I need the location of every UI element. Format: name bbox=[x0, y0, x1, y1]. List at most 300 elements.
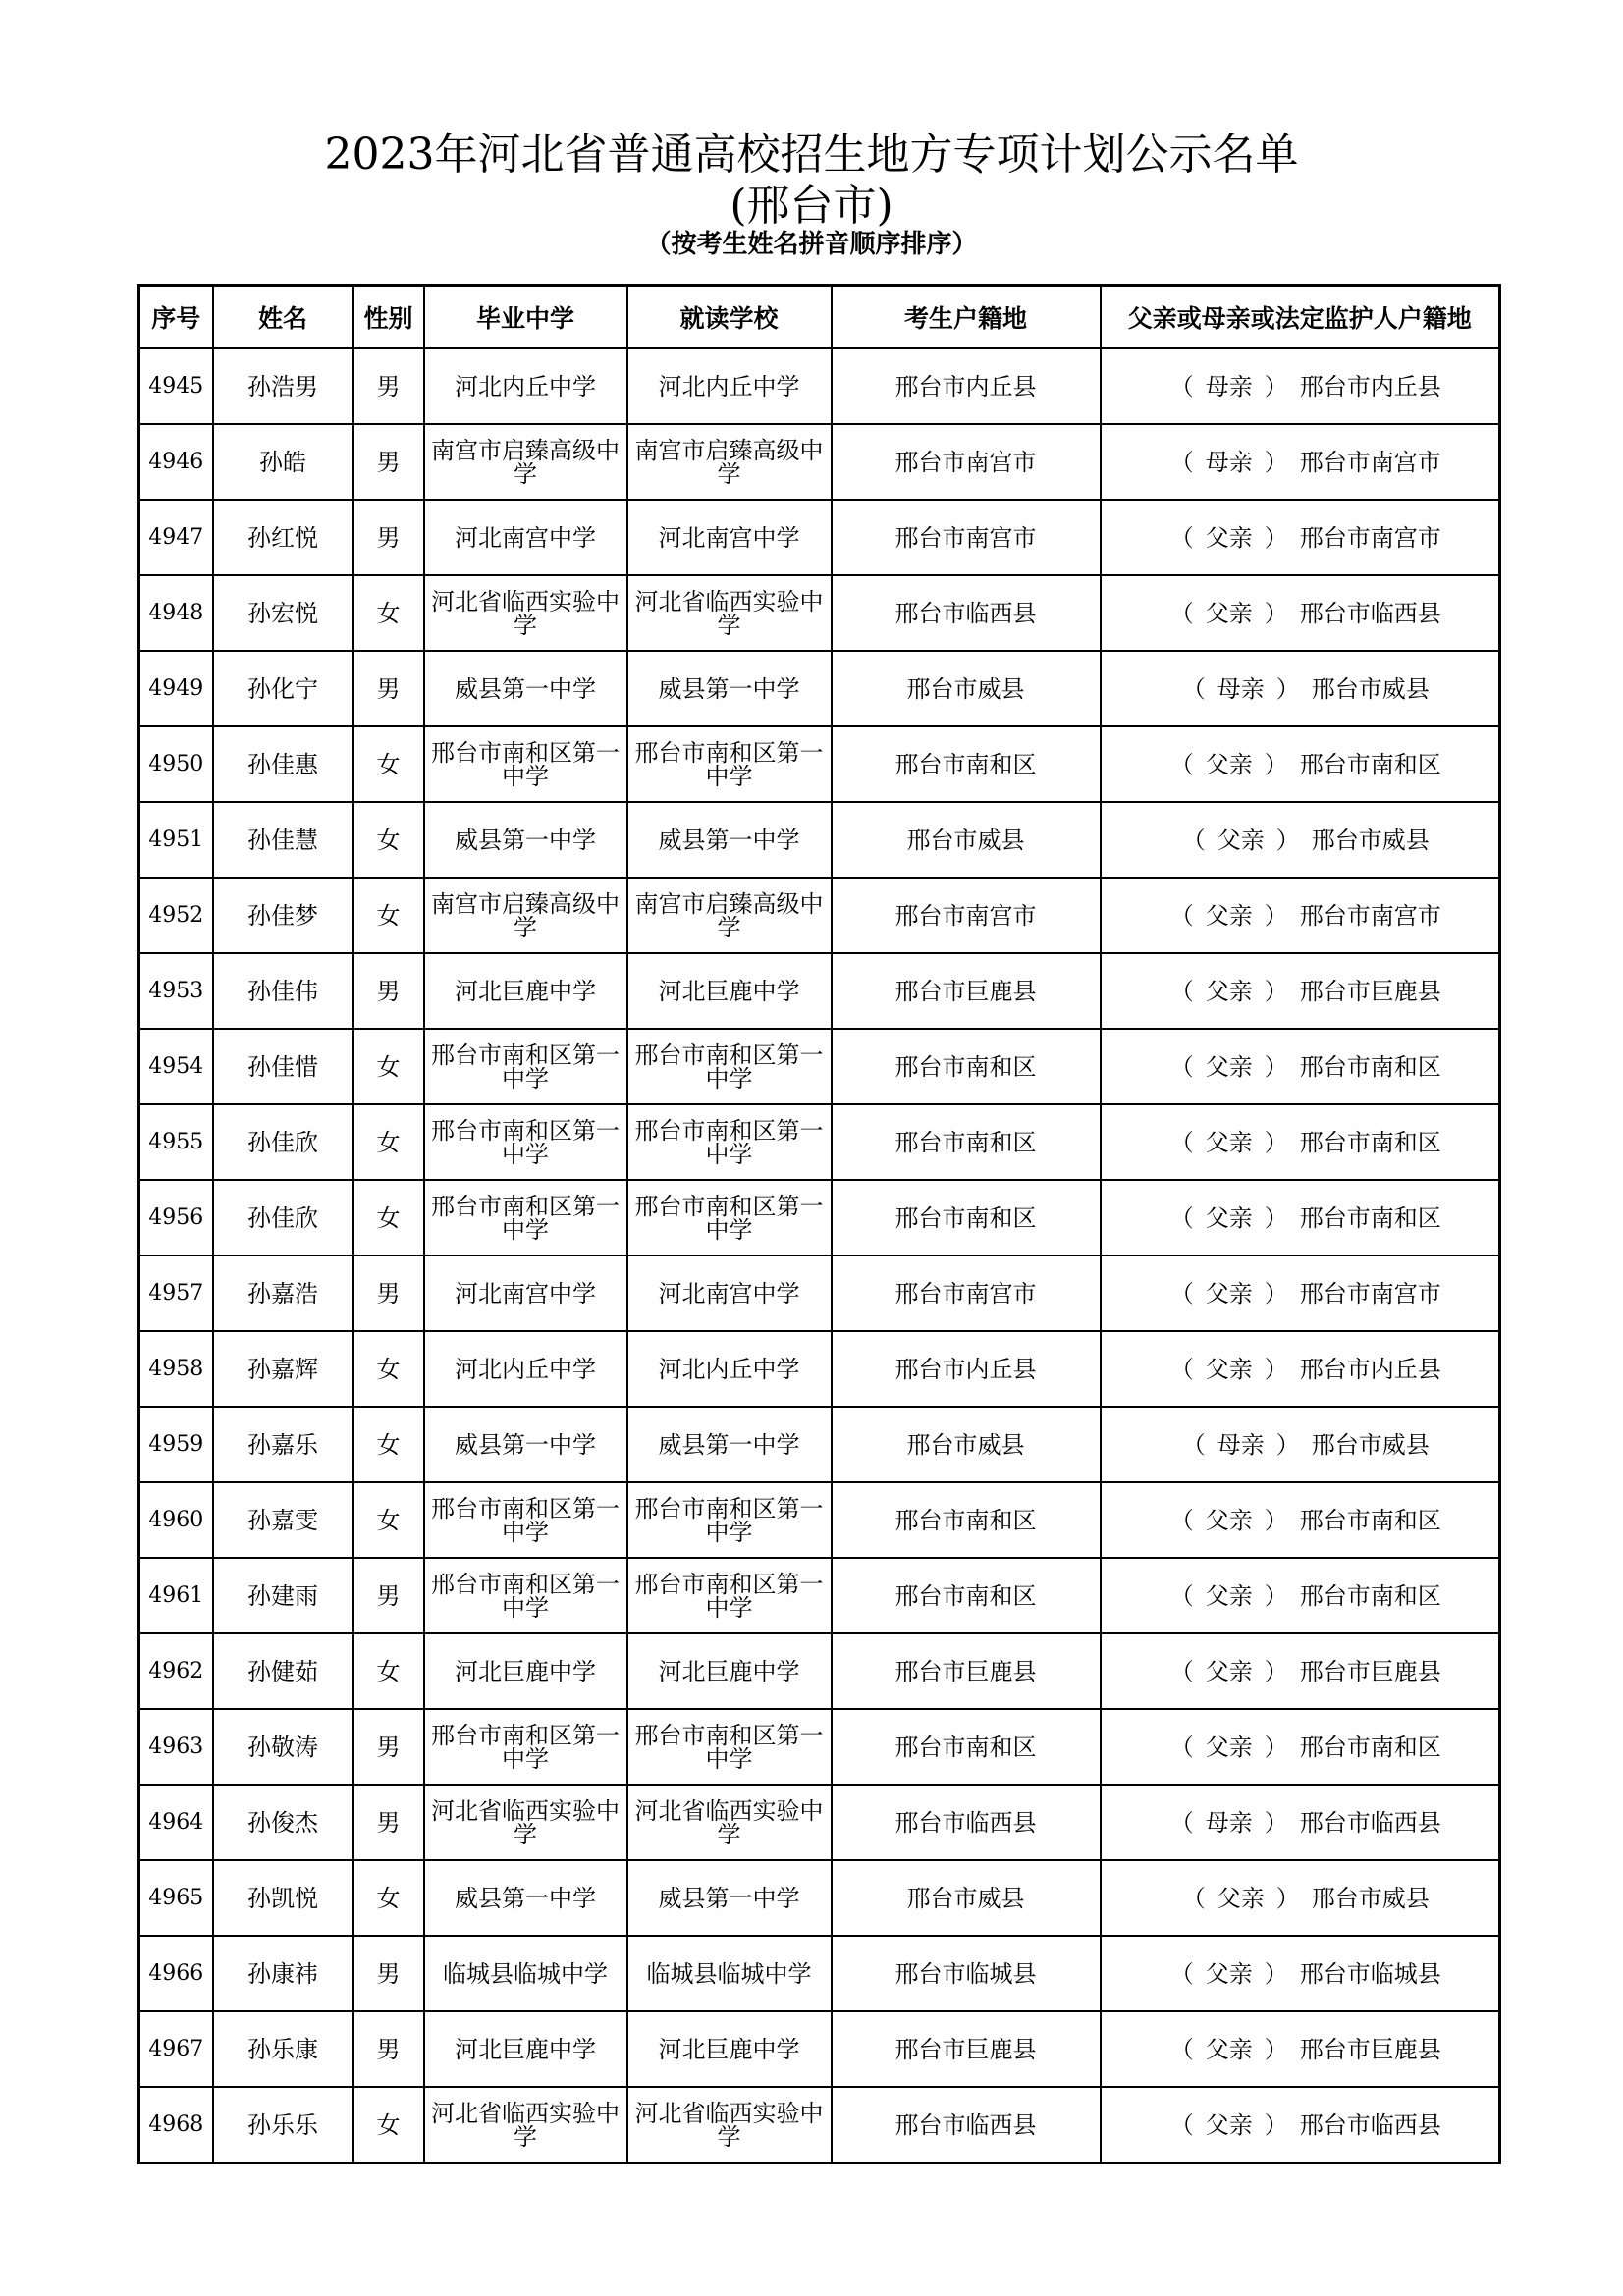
cell-gender: 女 bbox=[353, 1633, 424, 1709]
cell-guardian-hukou bbox=[1101, 1860, 1500, 1936]
table-row bbox=[139, 1104, 1500, 1180]
open-paren: （ bbox=[1169, 448, 1194, 476]
cell-name: 孙佳欣 bbox=[213, 1180, 353, 1255]
cell-grad-school: 河北省临西实验中学 bbox=[424, 2087, 627, 2163]
cell-hukou: 邢台市南和区 bbox=[832, 1029, 1101, 1104]
table-row bbox=[139, 1331, 1500, 1407]
open-paren: （ bbox=[1169, 977, 1194, 1005]
cell-current-school: 邢台市南和区第一中学 bbox=[627, 726, 832, 802]
cell-guardian-hukou bbox=[1101, 500, 1500, 575]
cell-name: 孙佳欣 bbox=[213, 1104, 353, 1180]
roster-body bbox=[139, 348, 1500, 2163]
cell-no: 4968 bbox=[139, 2087, 213, 2163]
cell-guardian-hukou bbox=[1101, 1180, 1500, 1255]
cell-current-school: 南宫市启臻高级中学 bbox=[627, 878, 832, 953]
guardian-relation: 父亲 bbox=[1205, 599, 1253, 627]
cell-current-school: 临城县临城中学 bbox=[627, 1936, 832, 2011]
cell-grad-school: 河北南宫中学 bbox=[424, 500, 627, 575]
cell-hukou: 邢台市内丘县 bbox=[832, 1331, 1101, 1407]
cell-grad-school: 邢台市南和区第一中学 bbox=[424, 1104, 627, 1180]
cell-gender: 男 bbox=[353, 651, 424, 726]
close-paren: ） bbox=[1264, 523, 1288, 552]
close-paren: ） bbox=[1264, 1733, 1288, 1761]
guardian-hukou-place: 邢台市南和区 bbox=[1299, 1733, 1441, 1761]
cell-name: 孙建雨 bbox=[213, 1558, 353, 1633]
cell-name: 孙健茹 bbox=[213, 1633, 353, 1709]
table-row bbox=[139, 1633, 1500, 1709]
close-paren: ） bbox=[1275, 826, 1300, 854]
cell-no: 4957 bbox=[139, 1255, 213, 1331]
cell-gender: 女 bbox=[353, 1331, 424, 1407]
cell-no: 4958 bbox=[139, 1331, 213, 1407]
guardian-relation: 母亲 bbox=[1205, 1808, 1253, 1837]
open-paren: （ bbox=[1169, 523, 1194, 552]
cell-hukou: 邢台市临西县 bbox=[832, 1785, 1101, 1860]
guardian-relation: 父亲 bbox=[1217, 1884, 1265, 1912]
cell-no: 4960 bbox=[139, 1482, 213, 1558]
cell-grad-school: 河北内丘中学 bbox=[424, 348, 627, 424]
cell-gender: 男 bbox=[353, 1785, 424, 1860]
table-row bbox=[139, 1255, 1500, 1331]
cell-gender: 女 bbox=[353, 575, 424, 651]
guardian-relation: 父亲 bbox=[1205, 523, 1253, 552]
cell-guardian-hukou bbox=[1101, 1407, 1500, 1482]
cell-current-school: 河北巨鹿中学 bbox=[627, 2011, 832, 2087]
cell-grad-school: 河北内丘中学 bbox=[424, 1331, 627, 1407]
guardian-relation: 父亲 bbox=[1205, 1355, 1253, 1383]
close-paren: ） bbox=[1264, 372, 1288, 400]
close-paren: ） bbox=[1275, 674, 1300, 703]
guardian-relation: 父亲 bbox=[1205, 1506, 1253, 1534]
cell-grad-school: 河北南宫中学 bbox=[424, 1255, 627, 1331]
cell-name: 孙嘉辉 bbox=[213, 1331, 353, 1407]
cell-hukou: 邢台市南和区 bbox=[832, 1104, 1101, 1180]
cell-hukou: 邢台市南和区 bbox=[832, 1709, 1101, 1785]
cell-current-school: 威县第一中学 bbox=[627, 802, 832, 878]
cell-current-school: 邢台市南和区第一中学 bbox=[627, 1482, 832, 1558]
cell-gender: 女 bbox=[353, 1104, 424, 1180]
table-row bbox=[139, 2087, 1500, 2163]
cell-gender: 女 bbox=[353, 878, 424, 953]
cell-name: 孙宏悦 bbox=[213, 575, 353, 651]
table-row bbox=[139, 726, 1500, 802]
open-paren: （ bbox=[1169, 2035, 1194, 2063]
header-row bbox=[139, 286, 1500, 349]
table-row bbox=[139, 878, 1500, 953]
guardian-relation: 母亲 bbox=[1205, 448, 1253, 476]
table-row bbox=[139, 1407, 1500, 1482]
cell-no: 4966 bbox=[139, 1936, 213, 2011]
cell-hukou: 邢台市南和区 bbox=[832, 1482, 1101, 1558]
guardian-relation: 父亲 bbox=[1205, 1733, 1253, 1761]
guardian-hukou-place: 邢台市南宫市 bbox=[1299, 448, 1441, 476]
cell-current-school: 邢台市南和区第一中学 bbox=[627, 1558, 832, 1633]
close-paren: ） bbox=[1264, 901, 1288, 930]
table-row bbox=[139, 1482, 1500, 1558]
guardian-relation: 父亲 bbox=[1205, 750, 1253, 778]
close-paren: ） bbox=[1264, 1506, 1288, 1534]
cell-grad-school: 威县第一中学 bbox=[424, 651, 627, 726]
cell-hukou: 邢台市内丘县 bbox=[832, 348, 1101, 424]
cell-gender: 男 bbox=[353, 500, 424, 575]
cell-no: 4967 bbox=[139, 2011, 213, 2087]
guardian-relation: 母亲 bbox=[1217, 1430, 1265, 1459]
table-row bbox=[139, 575, 1500, 651]
table-row bbox=[139, 2011, 1500, 2087]
close-paren: ） bbox=[1275, 1430, 1300, 1459]
table-row bbox=[139, 500, 1500, 575]
close-paren: ） bbox=[1264, 448, 1288, 476]
cell-no: 4954 bbox=[139, 1029, 213, 1104]
cell-hukou: 邢台市南宫市 bbox=[832, 1255, 1101, 1331]
cell-hukou: 邢台市威县 bbox=[832, 1407, 1101, 1482]
cell-name: 孙凯悦 bbox=[213, 1860, 353, 1936]
col-header-gender: 性别 bbox=[353, 286, 424, 349]
col-header-hukou: 考生户籍地 bbox=[832, 286, 1101, 349]
cell-name: 孙敬涛 bbox=[213, 1709, 353, 1785]
cell-guardian-hukou bbox=[1101, 1558, 1500, 1633]
guardian-hukou-place: 邢台市内丘县 bbox=[1299, 1355, 1441, 1383]
cell-hukou: 邢台市南宫市 bbox=[832, 878, 1101, 953]
guardian-hukou-place: 邢台市内丘县 bbox=[1299, 372, 1441, 400]
open-paren: （ bbox=[1169, 372, 1194, 400]
guardian-relation: 父亲 bbox=[1205, 2035, 1253, 2063]
cell-current-school: 河北省临西实验中学 bbox=[627, 1785, 832, 1860]
open-paren: （ bbox=[1169, 1506, 1194, 1534]
cell-current-school: 邢台市南和区第一中学 bbox=[627, 1709, 832, 1785]
cell-current-school: 邢台市南和区第一中学 bbox=[627, 1104, 832, 1180]
guardian-hukou-place: 邢台市巨鹿县 bbox=[1299, 1657, 1441, 1685]
guardian-hukou-place: 邢台市临西县 bbox=[1299, 599, 1441, 627]
guardian-hukou-place: 邢台市临城县 bbox=[1299, 1959, 1441, 1988]
guardian-relation: 父亲 bbox=[1205, 1581, 1253, 1610]
cell-hukou: 邢台市南宫市 bbox=[832, 424, 1101, 500]
open-paren: （ bbox=[1169, 1203, 1194, 1232]
guardian-hukou-place: 邢台市威县 bbox=[1311, 1430, 1430, 1459]
cell-name: 孙嘉雯 bbox=[213, 1482, 353, 1558]
cell-grad-school: 临城县临城中学 bbox=[424, 1936, 627, 2011]
cell-name: 孙化宁 bbox=[213, 651, 353, 726]
open-paren: （ bbox=[1169, 1052, 1194, 1081]
cell-hukou: 邢台市威县 bbox=[832, 802, 1101, 878]
cell-guardian-hukou bbox=[1101, 424, 1500, 500]
cell-no: 4953 bbox=[139, 953, 213, 1029]
cell-current-school: 南宫市启臻高级中学 bbox=[627, 424, 832, 500]
close-paren: ） bbox=[1264, 1959, 1288, 1988]
cell-guardian-hukou bbox=[1101, 878, 1500, 953]
cell-gender: 女 bbox=[353, 726, 424, 802]
close-paren: ） bbox=[1264, 1052, 1288, 1081]
cell-guardian-hukou bbox=[1101, 1255, 1500, 1331]
cell-name: 孙俊杰 bbox=[213, 1785, 353, 1860]
cell-grad-school: 邢台市南和区第一中学 bbox=[424, 726, 627, 802]
open-paren: （ bbox=[1169, 901, 1194, 930]
cell-hukou: 邢台市巨鹿县 bbox=[832, 953, 1101, 1029]
cell-no: 4946 bbox=[139, 424, 213, 500]
cell-gender: 女 bbox=[353, 2087, 424, 2163]
cell-current-school: 威县第一中学 bbox=[627, 1860, 832, 1936]
cell-no: 4948 bbox=[139, 575, 213, 651]
table-row bbox=[139, 1180, 1500, 1255]
cell-name: 孙佳慧 bbox=[213, 802, 353, 878]
cell-gender: 女 bbox=[353, 802, 424, 878]
open-paren: （ bbox=[1169, 1808, 1194, 1837]
cell-guardian-hukou bbox=[1101, 1633, 1500, 1709]
guardian-hukou-place: 邢台市临西县 bbox=[1299, 1808, 1441, 1837]
guardian-hukou-place: 邢台市威县 bbox=[1311, 826, 1430, 854]
col-header-name: 姓名 bbox=[213, 286, 353, 349]
cell-grad-school: 邢台市南和区第一中学 bbox=[424, 1709, 627, 1785]
guardian-hukou-place: 邢台市巨鹿县 bbox=[1299, 2035, 1441, 2063]
close-paren: ） bbox=[1264, 1581, 1288, 1610]
cell-current-school: 邢台市南和区第一中学 bbox=[627, 1029, 832, 1104]
cell-current-school: 河北巨鹿中学 bbox=[627, 1633, 832, 1709]
close-paren: ） bbox=[1264, 1128, 1288, 1156]
cell-grad-school: 南宫市启臻高级中学 bbox=[424, 424, 627, 500]
close-paren: ） bbox=[1264, 1808, 1288, 1837]
cell-guardian-hukou bbox=[1101, 1709, 1500, 1785]
cell-hukou: 邢台市南宫市 bbox=[832, 500, 1101, 575]
cell-current-school: 河北内丘中学 bbox=[627, 1331, 832, 1407]
cell-name: 孙康祎 bbox=[213, 1936, 353, 2011]
cell-grad-school: 邢台市南和区第一中学 bbox=[424, 1180, 627, 1255]
cell-current-school: 河北内丘中学 bbox=[627, 348, 832, 424]
guardian-relation: 父亲 bbox=[1205, 1128, 1253, 1156]
cell-current-school: 河北省临西实验中学 bbox=[627, 575, 832, 651]
sort-note: （按考生姓名拼音顺序排序） bbox=[645, 230, 978, 259]
cell-no: 4949 bbox=[139, 651, 213, 726]
cell-name: 孙乐康 bbox=[213, 2011, 353, 2087]
close-paren: ） bbox=[1264, 977, 1288, 1005]
guardian-relation: 父亲 bbox=[1205, 901, 1253, 930]
cell-no: 4965 bbox=[139, 1860, 213, 1936]
cell-guardian-hukou bbox=[1101, 2011, 1500, 2087]
cell-guardian-hukou bbox=[1101, 953, 1500, 1029]
table-row bbox=[139, 802, 1500, 878]
guardian-relation: 父亲 bbox=[1205, 1959, 1253, 1988]
close-paren: ） bbox=[1264, 750, 1288, 778]
cell-gender: 女 bbox=[353, 1860, 424, 1936]
table-row bbox=[139, 348, 1500, 424]
cell-gender: 男 bbox=[353, 1936, 424, 2011]
cell-guardian-hukou bbox=[1101, 2087, 1500, 2163]
guardian-relation: 父亲 bbox=[1205, 1279, 1253, 1308]
cell-hukou: 邢台市南和区 bbox=[832, 1558, 1101, 1633]
guardian-relation: 母亲 bbox=[1205, 372, 1253, 400]
cell-grad-school: 威县第一中学 bbox=[424, 1860, 627, 1936]
cell-gender: 男 bbox=[353, 2011, 424, 2087]
table-row bbox=[139, 1709, 1500, 1785]
table-row bbox=[139, 1936, 1500, 2011]
guardian-relation: 父亲 bbox=[1205, 1052, 1253, 1081]
roster-table bbox=[137, 284, 1501, 2164]
cell-grad-school: 河北巨鹿中学 bbox=[424, 2011, 627, 2087]
guardian-relation: 父亲 bbox=[1205, 1657, 1253, 1685]
cell-hukou: 邢台市临西县 bbox=[832, 2087, 1101, 2163]
cell-no: 4959 bbox=[139, 1407, 213, 1482]
open-paren: （ bbox=[1181, 1430, 1206, 1459]
open-paren: （ bbox=[1169, 1279, 1194, 1308]
cell-current-school: 威县第一中学 bbox=[627, 1407, 832, 1482]
cell-current-school: 邢台市南和区第一中学 bbox=[627, 1180, 832, 1255]
table-row bbox=[139, 1860, 1500, 1936]
cell-gender: 男 bbox=[353, 953, 424, 1029]
close-paren: ） bbox=[1264, 1355, 1288, 1383]
cell-no: 4961 bbox=[139, 1558, 213, 1633]
cell-name: 孙皓 bbox=[213, 424, 353, 500]
cell-hukou: 邢台市威县 bbox=[832, 651, 1101, 726]
cell-gender: 男 bbox=[353, 1558, 424, 1633]
open-paren: （ bbox=[1181, 1884, 1206, 1912]
cell-current-school: 威县第一中学 bbox=[627, 651, 832, 726]
cell-grad-school: 威县第一中学 bbox=[424, 802, 627, 878]
open-paren: （ bbox=[1169, 1355, 1194, 1383]
cell-grad-school: 河北省临西实验中学 bbox=[424, 575, 627, 651]
cell-no: 4947 bbox=[139, 500, 213, 575]
guardian-relation: 母亲 bbox=[1217, 674, 1265, 703]
guardian-hukou-place: 邢台市南和区 bbox=[1299, 1203, 1441, 1232]
cell-no: 4952 bbox=[139, 878, 213, 953]
col-header-current-school: 就读学校 bbox=[627, 286, 832, 349]
table-row bbox=[139, 1558, 1500, 1633]
cell-guardian-hukou bbox=[1101, 1331, 1500, 1407]
guardian-hukou-place: 邢台市南和区 bbox=[1299, 1128, 1441, 1156]
cell-current-school: 河北省临西实验中学 bbox=[627, 2087, 832, 2163]
table-row bbox=[139, 1785, 1500, 1860]
open-paren: （ bbox=[1169, 1657, 1194, 1685]
cell-name: 孙佳梦 bbox=[213, 878, 353, 953]
guardian-hukou-place: 邢台市临西县 bbox=[1299, 2110, 1441, 2139]
guardian-hukou-place: 邢台市威县 bbox=[1311, 1884, 1430, 1912]
cell-no: 4950 bbox=[139, 726, 213, 802]
cell-hukou: 邢台市南和区 bbox=[832, 1180, 1101, 1255]
close-paren: ） bbox=[1264, 2110, 1288, 2139]
cell-name: 孙佳伟 bbox=[213, 953, 353, 1029]
close-paren: ） bbox=[1264, 599, 1288, 627]
cell-gender: 男 bbox=[353, 1709, 424, 1785]
cell-hukou: 邢台市威县 bbox=[832, 1860, 1101, 1936]
cell-name: 孙浩男 bbox=[213, 348, 353, 424]
cell-hukou: 邢台市巨鹿县 bbox=[832, 1633, 1101, 1709]
page-title: 2023年河北省普通高校招生地方专项计划公示名单 bbox=[324, 130, 1299, 180]
guardian-hukou-place: 邢台市巨鹿县 bbox=[1299, 977, 1441, 1005]
table-row bbox=[139, 1029, 1500, 1104]
cell-no: 4963 bbox=[139, 1709, 213, 1785]
guardian-hukou-place: 邢台市威县 bbox=[1311, 674, 1430, 703]
open-paren: （ bbox=[1169, 750, 1194, 778]
cell-guardian-hukou bbox=[1101, 575, 1500, 651]
cell-grad-school: 河北省临西实验中学 bbox=[424, 1785, 627, 1860]
cell-no: 4964 bbox=[139, 1785, 213, 1860]
open-paren: （ bbox=[1181, 826, 1206, 854]
close-paren: ） bbox=[1264, 2035, 1288, 2063]
cell-grad-school: 南宫市启臻高级中学 bbox=[424, 878, 627, 953]
close-paren: ） bbox=[1264, 1657, 1288, 1685]
cell-gender: 女 bbox=[353, 1407, 424, 1482]
guardian-hukou-place: 邢台市南和区 bbox=[1299, 1506, 1441, 1534]
cell-name: 孙佳惠 bbox=[213, 726, 353, 802]
cell-gender: 女 bbox=[353, 1482, 424, 1558]
table-row bbox=[139, 651, 1500, 726]
cell-gender: 男 bbox=[353, 424, 424, 500]
guardian-hukou-place: 邢台市南和区 bbox=[1299, 1581, 1441, 1610]
guardian-relation: 父亲 bbox=[1205, 2110, 1253, 2139]
guardian-relation: 父亲 bbox=[1205, 977, 1253, 1005]
col-header-guardian-hukou: 父亲或母亲或法定监护人户籍地 bbox=[1101, 286, 1500, 349]
cell-guardian-hukou bbox=[1101, 651, 1500, 726]
guardian-hukou-place: 邢台市南和区 bbox=[1299, 1052, 1441, 1081]
table-row bbox=[139, 953, 1500, 1029]
cell-current-school: 河北南宫中学 bbox=[627, 1255, 832, 1331]
page-subtitle: (邢台市) bbox=[730, 181, 893, 231]
cell-gender: 男 bbox=[353, 1255, 424, 1331]
table-row bbox=[139, 424, 1500, 500]
cell-current-school: 河北南宫中学 bbox=[627, 500, 832, 575]
cell-grad-school: 河北巨鹿中学 bbox=[424, 953, 627, 1029]
cell-guardian-hukou bbox=[1101, 1104, 1500, 1180]
cell-guardian-hukou bbox=[1101, 348, 1500, 424]
cell-grad-school: 邢台市南和区第一中学 bbox=[424, 1029, 627, 1104]
open-paren: （ bbox=[1169, 1581, 1194, 1610]
cell-current-school: 河北巨鹿中学 bbox=[627, 953, 832, 1029]
guardian-hukou-place: 邢台市南宫市 bbox=[1299, 1279, 1441, 1308]
cell-gender: 男 bbox=[353, 348, 424, 424]
guardian-hukou-place: 邢台市南宫市 bbox=[1299, 901, 1441, 930]
open-paren: （ bbox=[1169, 1959, 1194, 1988]
cell-guardian-hukou bbox=[1101, 1029, 1500, 1104]
col-header-grad-school: 毕业中学 bbox=[424, 286, 627, 349]
cell-grad-school: 邢台市南和区第一中学 bbox=[424, 1558, 627, 1633]
guardian-relation: 父亲 bbox=[1205, 1203, 1253, 1232]
cell-guardian-hukou bbox=[1101, 1785, 1500, 1860]
close-paren: ） bbox=[1275, 1884, 1300, 1912]
cell-gender: 女 bbox=[353, 1029, 424, 1104]
cell-no: 4955 bbox=[139, 1104, 213, 1180]
cell-hukou: 邢台市南和区 bbox=[832, 726, 1101, 802]
cell-no: 4962 bbox=[139, 1633, 213, 1709]
cell-hukou: 邢台市临城县 bbox=[832, 1936, 1101, 2011]
open-paren: （ bbox=[1169, 1733, 1194, 1761]
cell-grad-school: 邢台市南和区第一中学 bbox=[424, 1482, 627, 1558]
cell-name: 孙佳惜 bbox=[213, 1029, 353, 1104]
open-paren: （ bbox=[1169, 2110, 1194, 2139]
cell-name: 孙嘉乐 bbox=[213, 1407, 353, 1482]
cell-guardian-hukou bbox=[1101, 1936, 1500, 2011]
cell-name: 孙红悦 bbox=[213, 500, 353, 575]
cell-no: 4951 bbox=[139, 802, 213, 878]
guardian-relation: 父亲 bbox=[1217, 826, 1265, 854]
col-header-no: 序号 bbox=[139, 286, 213, 349]
open-paren: （ bbox=[1169, 1128, 1194, 1156]
cell-grad-school: 河北巨鹿中学 bbox=[424, 1633, 627, 1709]
close-paren: ） bbox=[1264, 1279, 1288, 1308]
cell-name: 孙嘉浩 bbox=[213, 1255, 353, 1331]
guardian-hukou-place: 邢台市南和区 bbox=[1299, 750, 1441, 778]
cell-guardian-hukou bbox=[1101, 726, 1500, 802]
open-paren: （ bbox=[1181, 674, 1206, 703]
close-paren: ） bbox=[1264, 1203, 1288, 1232]
cell-grad-school: 威县第一中学 bbox=[424, 1407, 627, 1482]
cell-guardian-hukou bbox=[1101, 802, 1500, 878]
cell-guardian-hukou bbox=[1101, 1482, 1500, 1558]
open-paren: （ bbox=[1169, 599, 1194, 627]
cell-name: 孙乐乐 bbox=[213, 2087, 353, 2163]
cell-no: 4945 bbox=[139, 348, 213, 424]
cell-hukou: 邢台市巨鹿县 bbox=[832, 2011, 1101, 2087]
cell-no: 4956 bbox=[139, 1180, 213, 1255]
cell-hukou: 邢台市临西县 bbox=[832, 575, 1101, 651]
cell-gender: 女 bbox=[353, 1180, 424, 1255]
